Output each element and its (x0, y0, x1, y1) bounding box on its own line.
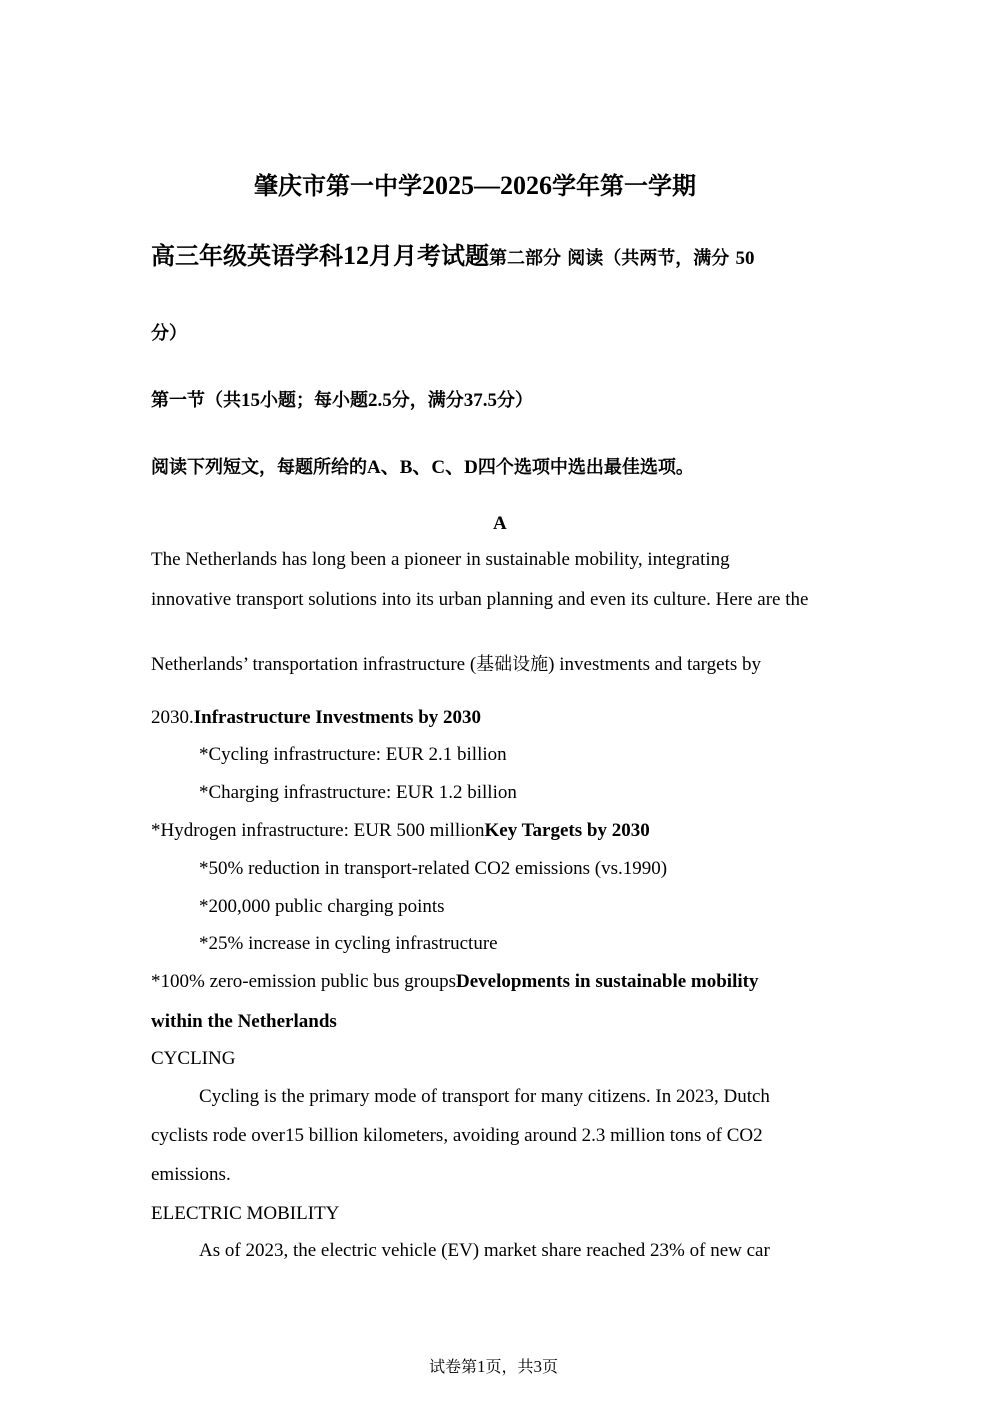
exam-title-line2 (151, 242, 755, 271)
intro-line3-a: Netherlands’ transportation infrastructure ( (151, 654, 477, 675)
intro-line4: 2030. (151, 707, 194, 728)
investments-heading: Infrastructure Investments by 2030 (193, 707, 482, 728)
investment-item: *Charging infrastructure: EUR 1.2 billion (199, 782, 517, 803)
section1-heading (151, 389, 533, 413)
section1-heading-a: 第一节（共 (151, 390, 241, 411)
passage-label: A (493, 513, 507, 534)
month-number: 12 (343, 241, 369, 270)
school-year: 2025—2026 (422, 171, 552, 200)
semester: 学年第一学期 (552, 172, 696, 200)
instructions-a: 阅读下列短文，每题所给的 (151, 457, 367, 478)
footer-e: 页 (542, 1357, 559, 1376)
exam-type: 月月考试题 (369, 242, 489, 270)
target-item: *200,000 public charging points (199, 896, 445, 917)
page-footer (429, 1357, 558, 1377)
investment-item-with-heading (151, 819, 650, 843)
part2-heading-text: 第二部分 阅读（共两节，满分 (489, 248, 730, 269)
targets-heading: Key Targets by 2030 (484, 820, 650, 841)
section1-instructions (151, 456, 694, 480)
intro-line3-c: ) investments and targets by (548, 654, 762, 675)
target-item: *25% increase in cycling infrastructure (199, 933, 498, 954)
cycling-heading: CYCLING (151, 1048, 236, 1069)
instructions-c: 四个选项中选出最佳选项。 (477, 457, 694, 478)
electric-mobility-paragraph-line1: As of 2023, the electric vehicle (EV) market share reached 23% of new car (199, 1240, 770, 1261)
electric-mobility-heading: ELECTRIC MOBILITY (151, 1203, 340, 1224)
total-pages: 3 (533, 1357, 543, 1376)
exam-subject-title (151, 242, 489, 270)
passage-intro-line1: The Netherlands has long been a pioneer in sustainable mobility, integrating (151, 549, 730, 570)
question-count: 15 (241, 390, 260, 411)
footer-c: 页，共 (485, 1357, 534, 1376)
cycling-paragraph-line2: cyclists rode over15 billion kilometers, avoiding around 2.3 million tons of CO2 (151, 1125, 763, 1146)
investment-item: *Hydrogen infrastructure: EUR 500 million (151, 820, 485, 841)
section1-heading-g: 分） (497, 390, 533, 411)
current-page: 1 (477, 1357, 486, 1376)
developments-heading: Developments in sustainable mobility (456, 971, 759, 992)
investment-item: *Cycling infrastructure: EUR 2.1 billion (199, 744, 507, 765)
passage-intro-line2: innovative transport solutions into its urban planning and even its culture. Here are the (151, 589, 809, 610)
target-item-with-heading (151, 970, 758, 994)
target-item: *50% reduction in transport-related CO2 emissions (vs.1990) (199, 858, 668, 879)
part2-heading-end: 分） (151, 323, 187, 344)
exam-title-line1 (254, 172, 696, 200)
chinese-gloss: 基础设施 (476, 654, 549, 675)
cycling-paragraph-line1: Cycling is the primary mode of transport for many citizens. In 2023, Dutch (199, 1086, 770, 1107)
passage-intro-line3 (151, 653, 761, 677)
part2-score: 50 (735, 248, 755, 269)
section1-total-score: 37.5 (463, 390, 497, 411)
section1-heading-e: 分，满分 (391, 390, 464, 411)
cycling-paragraph-line3: emissions. (151, 1164, 231, 1185)
grade-subject: 高三年级英语学科 (151, 242, 343, 270)
target-item: *100% zero-emission public bus groups (151, 971, 457, 992)
passage-intro-line4 (151, 706, 481, 730)
school-name: 肇庆市第一中学 (254, 172, 422, 200)
developments-heading-cont: within the Netherlands (151, 1011, 337, 1032)
part2-heading (489, 248, 755, 269)
per-question-score: 2.5 (368, 390, 392, 411)
footer-a: 试卷第 (429, 1357, 478, 1376)
option-letters: A、B、C、D (367, 457, 478, 478)
section1-heading-c: 小题；每小题 (260, 390, 368, 411)
